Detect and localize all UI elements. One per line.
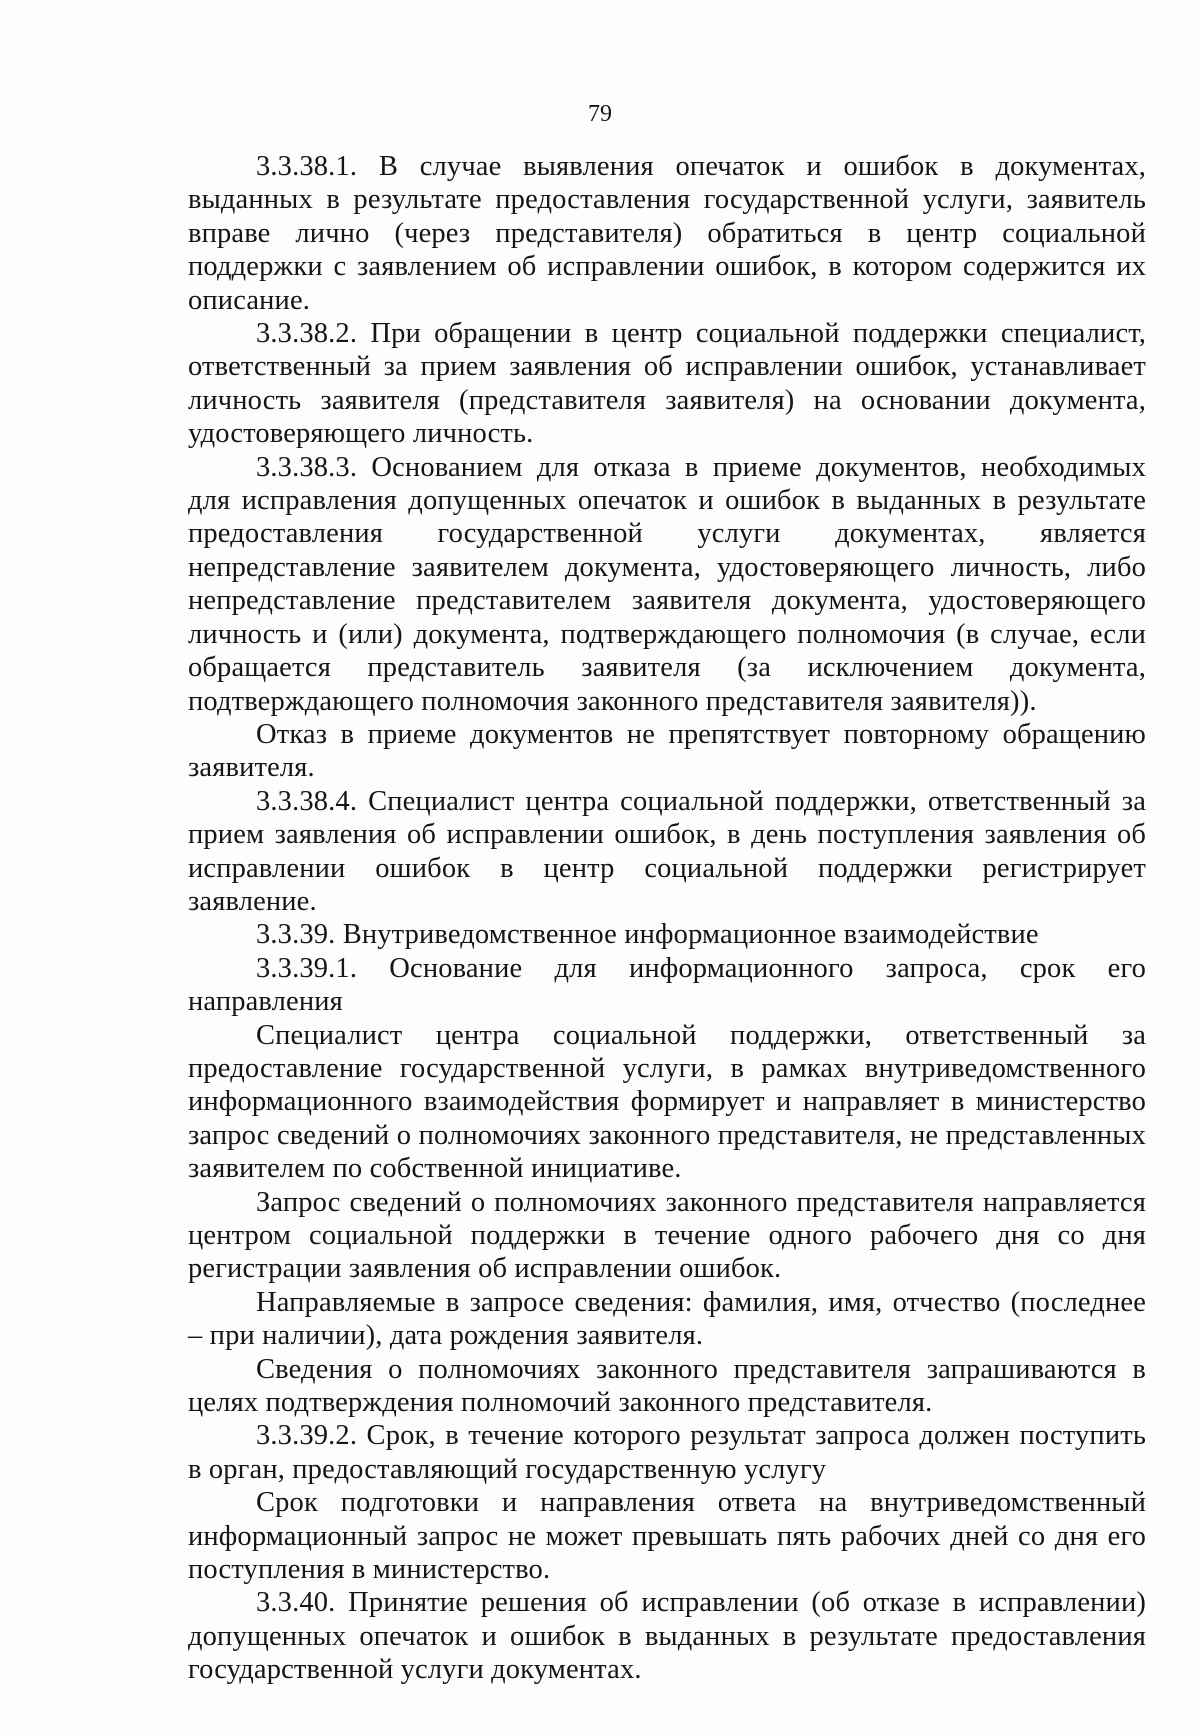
paragraph-3-3-39-heading: 3.3.39. Внутриведомственное информационное взаимодействие (256, 919, 1039, 951)
page-number: 79 (588, 101, 612, 127)
paragraph-3-3-38-4: 3.3.38.4. Специалист центра социальной поддержки, ответственный за прием заявления об исправлении ошибок, в день поступления заявления об исправлении ошибок в центр социальной поддержки регистрирует заявление. (188, 785, 1146, 917)
paragraph-request-deadline: Запрос сведений о полномочиях законного представителя направляется центром социальной поддержки в течение одного рабочего дня со дня регистрации заявления об исправлении ошибок. (188, 1186, 1146, 1285)
paragraph-refusal-note: Отказ в приеме документов не препятствует повторному обращению заявителя. (188, 718, 1146, 784)
paragraph-3-3-39-2-heading: 3.3.39.2. Срок, в течение которого результат запроса должен поступить в орган, предоставляющий государственную услугу (188, 1420, 1146, 1485)
paragraph-3-3-38-1: 3.3.38.1. В случае выявления опечаток и ошибок в документах, выданных в результате предоставления государственной услуги, заявитель вправе лично (через представителя) обратиться в центр социальной поддержки с заявлением об исправлении ошибок, в котором содержится их описание. (188, 151, 1146, 316)
paragraph-3-3-40: 3.3.40. Принятие решения об исправлении (об отказе в исправлении) допущенных опечаток и ошибок в выданных в результате предоставления государственной услуги документах. (188, 1587, 1146, 1686)
paragraph-3-3-39-1-heading: 3.3.39.1. Основание для информационного запроса, срок его направления (188, 952, 1146, 1018)
paragraph-3-3-38-2: 3.3.38.2. При обращении в центр социальной поддержки специалист, ответственный за прием заявления об исправлении ошибок, устанавливает личность заявителя (представителя заявителя) на основании документа, удостоверяющего личность. (188, 318, 1146, 450)
paragraph-request-fields: Направляемые в запросе сведения: фамилия, имя, отчество (последнее – при наличии), дата рождения заявителя. (188, 1286, 1146, 1352)
paragraph-response-deadline: Срок подготовки и направления ответа на внутриведомственный информационный запрос не может превышать пять рабочих дней со дня его поступления в министерство. (188, 1487, 1146, 1586)
paragraph-request-purpose: Сведения о полномочиях законного представителя запрашиваются в целях подтверждения полномочий законного представителя. (188, 1353, 1146, 1419)
paragraph-3-3-38-3: 3.3.38.3. Основанием для отказа в приеме документов, необходимых для исправления допущенных опечаток и ошибок в выданных в результате предоставления государственной услуги документах, является непредставление заявителем документа, удостоверяющего личность, либо непредставление представителем заявителя документа, удостоверяющего личность и (или) документа, подтверждающего полномочия (в случае, если обращается представитель заявителя (за исключением документа, подтверждающего полномочия законного представителя заявителя)). (188, 451, 1146, 717)
paragraph-specialist-request: Специалист центра социальной поддержки, ответственный за предоставление государственной услуги, в рамках внутриведомственного информационного взаимодействия формирует и направляет в министерство запрос сведений о полномочиях законного представителя, не представленных заявителем по собственной инициативе. (188, 1019, 1146, 1185)
document-body (188, 150, 1146, 1687)
